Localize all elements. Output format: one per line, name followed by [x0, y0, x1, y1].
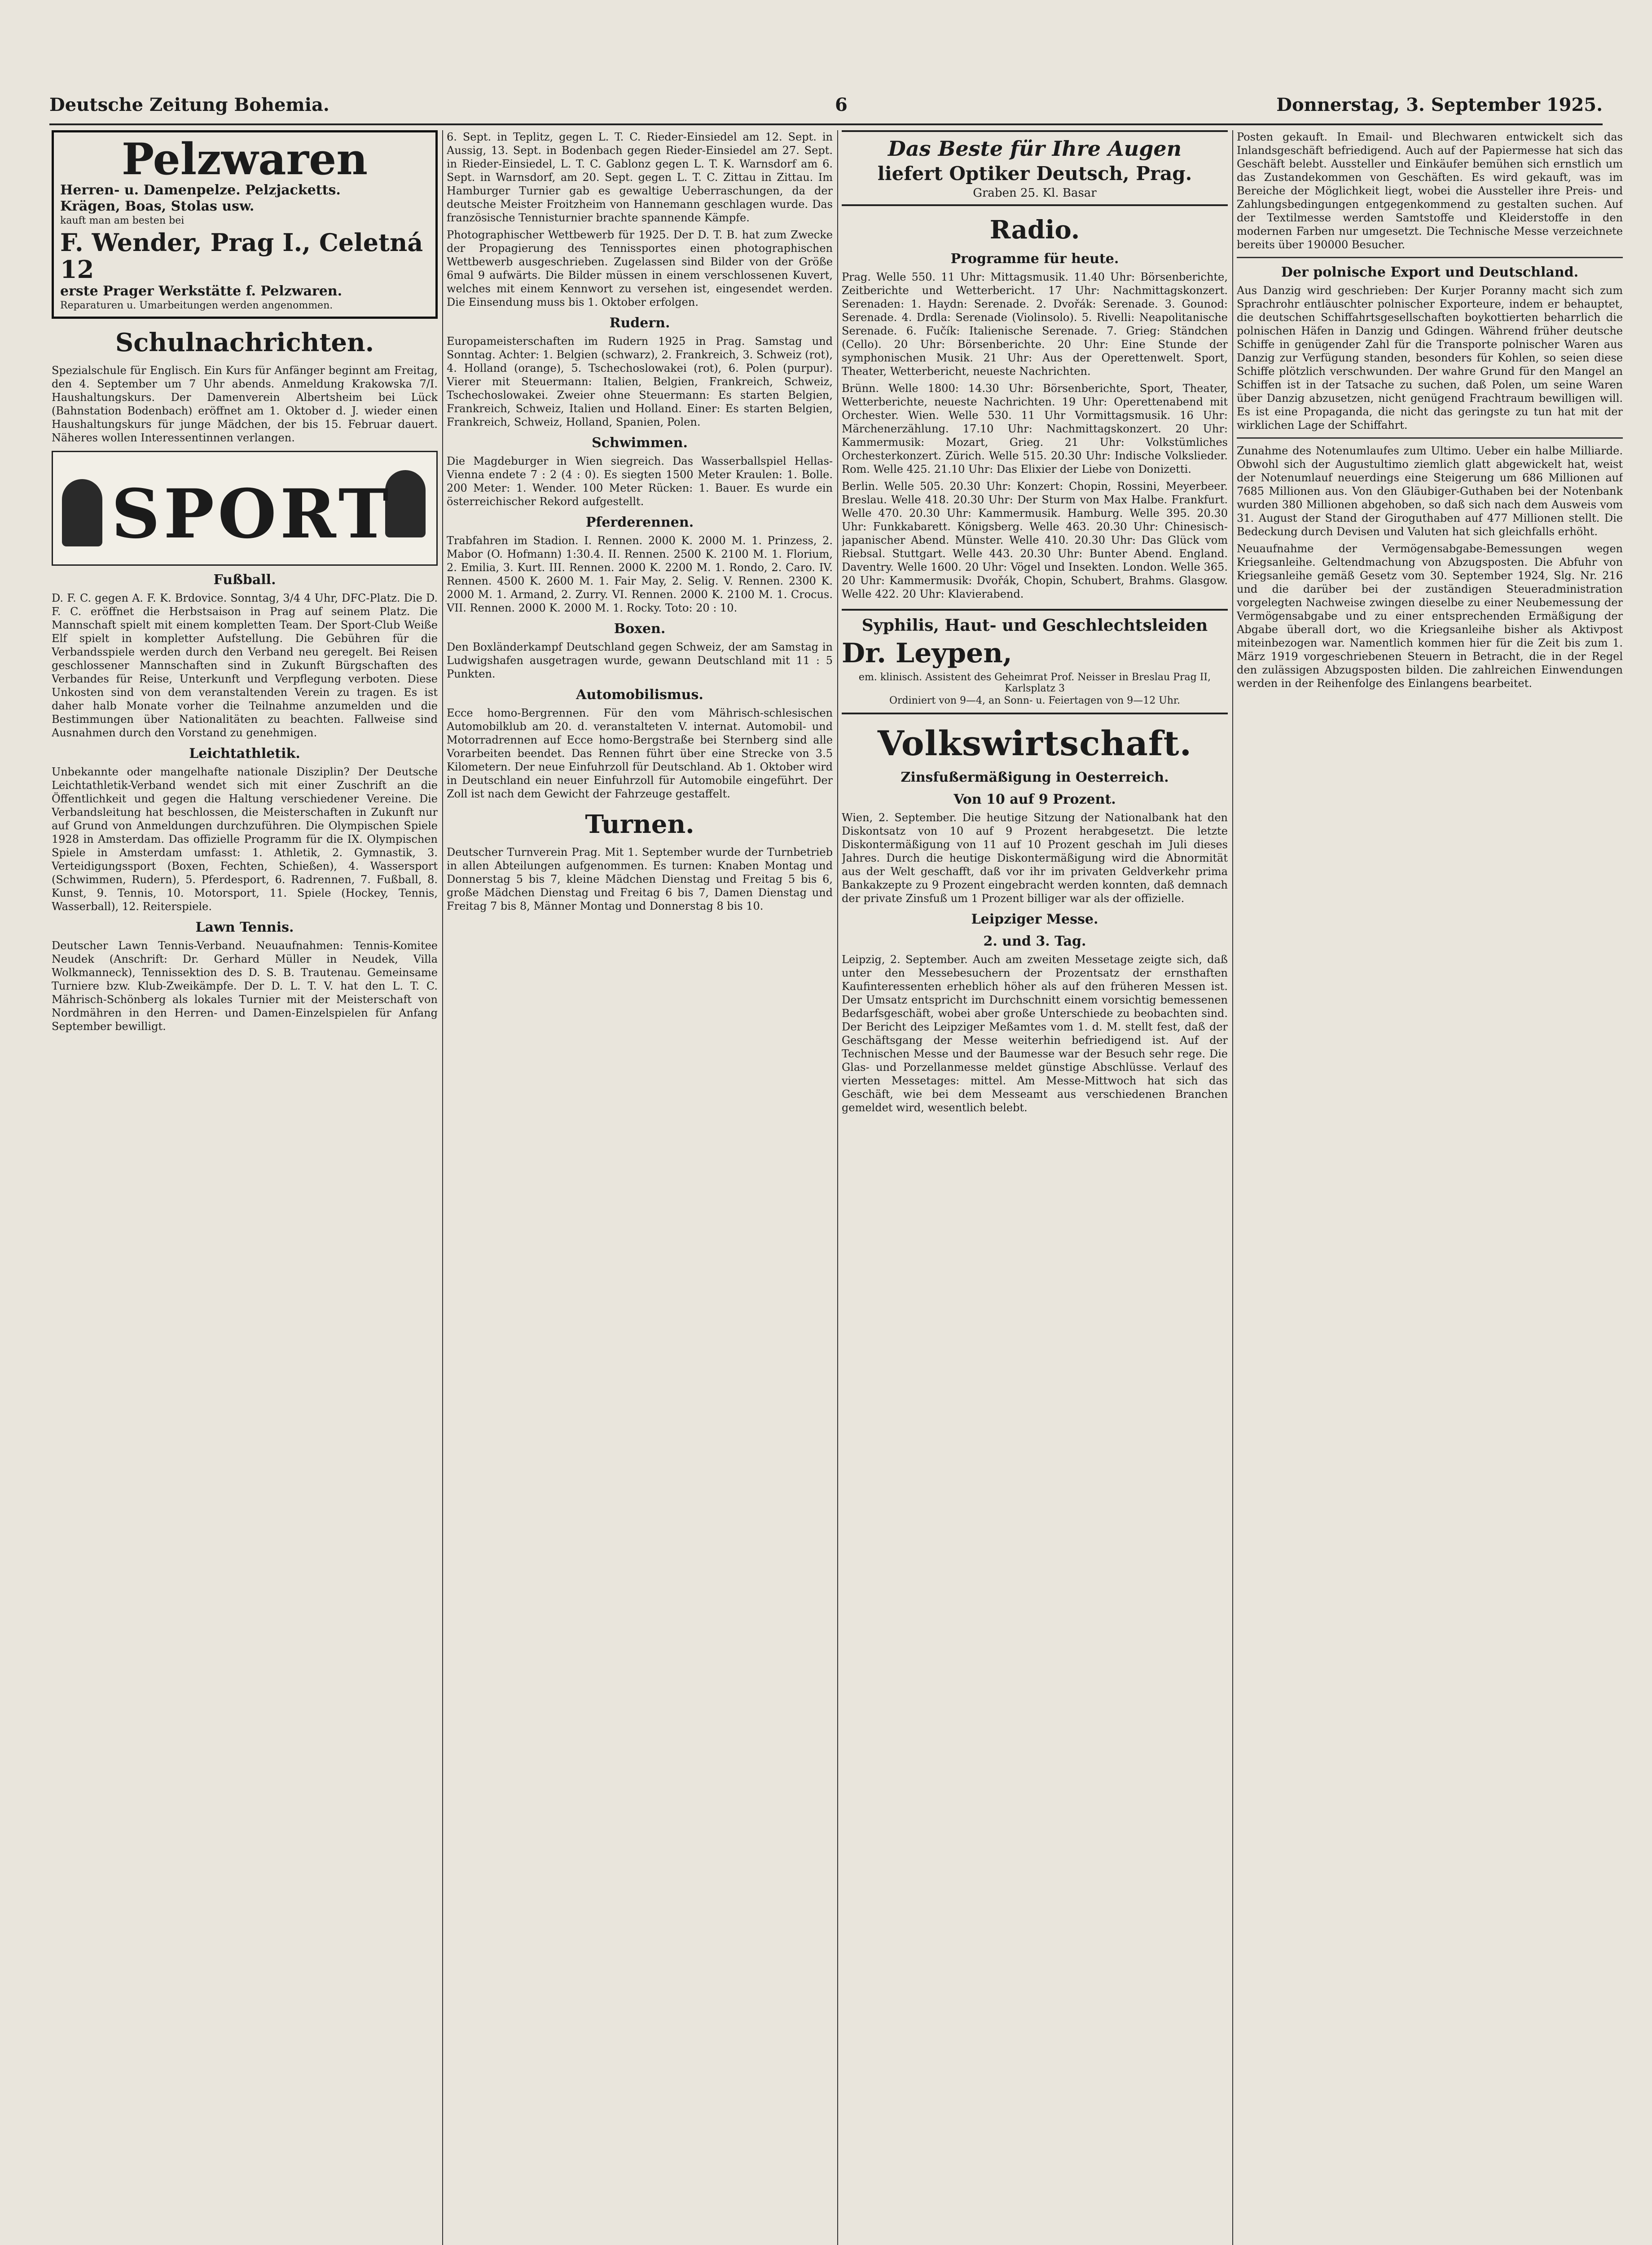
article-text: Spezialschule für Englisch. Ein Kurs für Anfänger beginnt am Freitag, den 4. September um 7 Uhr abends. Anmeldung Krakowska 7/I. Haushaltungskurs. Der Damenverein Albertsheim bei Lück (Bahnstation Bodenbach) eröffnet am 1. Oktober d. J. wieder einen Haushaltungskurs für junge Mädchen, der bis 15. Februar dauert. Näheres wollen Interessentinnen verlangen. [52, 364, 438, 444]
column-2 [447, 130, 833, 2245]
article-text: Photographischer Wettbewerb für 1925. Der D. T. B. hat zum Zwecke der Propagierung des Tennissportes einen photographischen Wettbewerb ausgeschrieben. Zugelassen sind Bilder von der Größe 6mal 9 aufwärts. Die Bilder müssen in einem verschlossenen Kuvert, welches mit einem Kennwort zu versehen ist, eingesendet werden. Die Einsendung muss bis 1. Oktober erfolgen. [447, 229, 833, 308]
column-1 [52, 130, 438, 2245]
section-heading: Pferderennen. [585, 515, 694, 530]
article-text: Trabfahren im Stadion. I. Rennen. 2000 K. 2000 M. 1. Prinzess, 2. Mabor (O. Hofmann) 1:30.4. II. Rennen. 2500 K. 2100 M. 1. Florium, 2. Emilia, 3. Kurt. III. Rennen. 2000 K. 2200 M. 1. Rondo, 2. Caro. IV. Rennen. 4500 K. 2600 M. 1. Fair May, 2. Selig. V. Rennen. 2300 K. 2000 M. 1. Armand, 2. Zurry. VI. Rennen. 2000 K. 2100 M. 1. Crocus. VII. Rennen. 2000 K. 2000 M. 1. Rocky. Toto: 20 : 10. [447, 534, 833, 614]
article-text: Ecce homo-Bergrennen. Für den vom Mährisch-schlesischen Automobilklub am 20. d. veranstalteten V. internat. Automobil- und Motorradrennen auf Ecce homo-Bergstraße bei Sternberg sind alle Vorarbeiten beendet. Das Rennen führt über eine Strecke von 3.5 Kilometern. Der neue Einfuhrzoll für Deutschland. Ab 1. Oktober wird in Deutschland ein neuer Einfuhrzoll für Automobile eingeführt. Der Zoll ist nach dem Gewicht der Fahrzeuge gestaffelt. [447, 707, 833, 800]
section-heading: Turnen. [585, 810, 694, 839]
page-header [49, 92, 1603, 125]
divider [1237, 437, 1623, 439]
article-text: Zunahme des Notenumlaufes zum Ultimo. Ueber ein halbe Milliarde. Obwohl sich der Augustultimo ziemlich glatt abgewickelt hat, weist der Notenumlauf neuerdings eine Steigerung um 686 Millionen auf 7685 Millionen aus. Von den Gläubiger-Guthaben bei der Notenbank wurden 380 Millionen abgehoben, so daß sich nach dem Ausweis vom 31. August der Stand der Giroguthaben auf 477 Millionen stellt. Die Bedeckung durch Devisen und Valuten hat sich gleichfalls erhöht. [1237, 445, 1623, 538]
column-rule [1232, 130, 1233, 2245]
article-text: Brünn. Welle 1800: 14.30 Uhr: Börsenberichte, Sport, Theater, Wetterberichte, neueste Nachrichten. 19 Uhr: Operettenabend mit Orchester. Wien. Welle 530. 11 Uhr Vormittagsmusik. 16 Uhr: Märchenerzählung. 17.10 Uhr: Nachmittagskonzert. 20 Uhr: Kammermusik: Mozart, Grieg. 21 Uhr: Volkstümliches Orchesterkonzert. Zürich. Welle 515. 20.30 Uhr: Indische Volkslieder. Rom. Welle 425. 21.10 Uhr: Das Elixier der Liebe von Donizetti. [842, 382, 1228, 475]
ad-company-name: Dr. Leypen, [842, 638, 1012, 669]
optiker-ad [842, 130, 1228, 206]
ad-line: Krägen, Boas, Stolas usw. [60, 198, 255, 214]
section-heading: Schwimmen. [592, 435, 688, 451]
article-text: Wien, 2. September. Die heutige Sitzung der Nationalbank hat den Diskontsatz von 10 auf 9 Prozent herabgesetzt. Die letzte Diskontermäßigung von 11 auf 10 Prozent geschah im Juli dieses Jahres. Durch die heutige Diskontermäßigung wird die Abnormität aus der Welt geschafft, daß vor ihr im privaten Geldverkehr prima Bankakzepte zu 9 Prozent eingebracht werden konnten, daß demnach der private Zinsfuß um 1 Prozent billiger war als der offizielle. [842, 811, 1228, 905]
section-subheading: Programme für heute. [950, 251, 1119, 267]
pelzwaren-ad [52, 130, 438, 319]
section-heading: Automobilismus. [576, 687, 703, 703]
column-3 [842, 130, 1228, 2245]
article-text: Leipzig, 2. September. Auch am zweiten Messetage zeigte sich, daß unter den Messebesuchern der Prozentsatz der ernsthaften Kaufinteressenten erheblich höher als auf den früheren Messen ist. Der Umsatz entspricht im Durchschnitt einem vorsichtig bemessenen Bedarfsgeschäft, wobei aber große Unterschiede zu beobachten sind. Der Bericht des Leipziger Meßamtes vom 1. d. M. stellt fest, daß der Geschäftsgang der Messe weiterhin befriedigend ist. Auf der Technischen Messe und der Baumesse war der Besuch sehr rege. Die Glas- und Porzellanmesse meldet günstige Abschlüsse. Verlauf des vierten Messetages: mittel. Am Messe-Mittwoch hat sich das Geschäft, wie bei dem Messeamt aus verschiedenen Branchen gemeldet wird, wesentlich belebt. [842, 953, 1228, 1114]
sport-banner [52, 451, 438, 566]
section-heading: Leichtathletik. [189, 746, 300, 762]
divider [1237, 257, 1623, 258]
article-text: Europameisterschaften im Rudern 1925 in Prag. Samstag und Sonntag. Achter: 1. Belgien (schwarz), 2. Frankreich, 3. Schweiz (rot), 4. Holland (orange), 5. Tschechoslowakei (rot), 6. Polen (purpur). Vierer mit Steuermann: Italien, Belgien, Frankreich, Schweiz, Tschechoslowakei. Zweier ohne Steuermann: Es starten Belgien, Frankreich, Schweiz, Italien und Holland. Einer: Es starten Belgien, Frankreich, Schweiz, Holland, Spanien, Polen. [447, 335, 833, 428]
article-subheadline: 2. und 3. Tag. [983, 933, 1086, 949]
ad-company-name: liefert Optiker Deutsch, Prag. [877, 163, 1192, 185]
section-heading: Volkswirtschaft. [877, 723, 1192, 763]
article-text: 6. Sept. in Teplitz, gegen L. T. C. Rieder-Einsiedel am 12. Sept. in Aussig, 13. Sept. in Bodenbach gegen Rieder-Einsiedel am 27. Sept. in Rieder-Einsiedel, L. T. C. Gablonz gegen L. T. K. Warnsdorf am 6. Sept. in Warnsdorf, am 20. Sept. gegen L. T. C. Zittau in Zittau. Im Hamburger Turnier gab es gewaltige Ueberraschungen, da der deutsche Meister Froitzheim von Hannemann geschlagen wurde. Das französische Tennisturnier brachte spannende Kämpfe. [447, 131, 833, 224]
ad-line: erste Prager Werkstätte f. Pelzwaren. [60, 283, 343, 299]
ad-line: kauft man am besten bei [60, 215, 185, 226]
section-heading: Boxen. [614, 621, 666, 637]
article-text: Berlin. Welle 505. 20.30 Uhr: Konzert: Chopin, Rossini, Meyerbeer. Breslau. Welle 418. 20.30 Uhr: Der Sturm von Max Halbe. Frankfurt. Welle 470. 20.30 Uhr: Kammermusik. Hamburg. Welle 395. 20.30 Uhr: Funkkabarett. Königsberg. Welle 463. 20.30 Uhr: Chinesisch-japanischer Abend. Münster. Welle 410. 20.30 Uhr: Das Glück vom Riebsal. Stuttgart. Welle 443. 20.30 Uhr: Bunter Abend. England. Daventry. Welle 1600. 20 Uhr: Vögel und Insekten. London. Welle 365. 20 Uhr: Kammermusik: Dvořák, Chopin, Schubert, Brahms. Glasgow. Welle 422. 20 Uhr: Klavierabend. [842, 480, 1228, 600]
article-text: Unbekannte oder mangelhafte nationale Disziplin? Der Deutsche Leichtathletik-Verband wendet sich mit einer Zuschrift an die Öffentlichkeit und gegen die Haltung verschiedener Vereine. Die Verbandsleitung hat beschlossen, die Meisterschaften in Zukunft nur auf Grund von Anmeldungen durchzuführen. Die Olympischen Spiele 1928 in Amsterdam. Das offizielle Programm für die IX. Olympischen Spiele in Amsterdam umfasst: 1. Athletik, 2. Gymnastik, 3. Verteidigungssport (Boxen, Fechten, Schießen), 4. Wassersport (Schwimmen, Rudern), 5. Pferdesport, 6. Radrennen, 7. Fußball, 8. Kunst, 9. Tennis, 10. Motorsport, 11. Spiele (Hockey, Tennis, Wasserball), 12. Reiterspiele. [52, 766, 438, 913]
ad-line: Ordiniert von 9—4, an Sonn- u. Feiertagen von 9—12 Uhr. [889, 695, 1181, 706]
ad-line: Herren- u. Damenpelze. Pelzjacketts. [60, 182, 341, 198]
article-text: Neuaufnahme der Vermögensabgabe-Bemessungen wegen Kriegsanleihe. Geltendmachung von Abzugsposten. Die Abfuhr von Kriegsanleihe gemäß Gesetz vom 30. September 1924, Slg. Nr. 216 und die darüber bei der zuständigen Steueradministration vorgelegten Nachweise zwingen dieselbe zu einer Neubemessung der Vermögensabgabe und zu einer entsprechenden Ermäßigung der Abgabe überall dort, wo die Kriegsanleihe bisher als Aktivpost miteinbezogen war. Namentlich kommen hier für die Zeit bis zum 1. März 1919 vorgeschriebenen Steuern in Betracht, die in der Regel den zulässigen Abzugsposten bilden. Die zahlreichen Einwendungen werden in der Reihenfolge des Einlangens bearbeitet. [1237, 542, 1623, 690]
article-text: Aus Danzig wird geschrieben: Der Kurjer Poranny macht sich zum Sprachrohr entläuschter polnischer Exporteure, indem er behauptet, die deutschen Schiffahrtsgesellschaften boykottierten beharrlich die polnischen Häfen in Danzig und Gdingen. Während früher deutsche Schiffe in genügender Zahl für die Transporte polnischer Waren aus Danzig zur Verfügung standen, besonders für Kohlen, so seien diese Schiffe plötzlich verschwunden. Der wahre Grund für den Mangel an Schiffen ist in der Tatsache zu suchen, daß Polen, um seine Waren über Danzig abzusetzen, nicht genügend Frachtraum bewilligen will. Es ist eine Propaganda, die nicht das geringste zu tun hat mit der wirklichen Lage der Schiffahrt. [1237, 284, 1623, 431]
ad-line: Reparaturen u. Umarbeitungen werden angenommen. [60, 300, 333, 311]
section-heading: Fußball. [213, 572, 276, 588]
article-subheadline: Von 10 auf 9 Prozent. [953, 792, 1116, 807]
column-rule [442, 130, 443, 2245]
ad-title: Pelzwaren [122, 134, 368, 185]
article-text: Die Magdeburger in Wien siegreich. Das Wasserballspiel Hellas-Vienna endete 7 : 2 (4 : 0). Es siegten 1500 Meter Kraulen: 1. Bolle. 200 Meter: 1. Wender. 100 Meter Rücken: 1. Bauer. Es wurde ein österreichischer Rekord aufgestellt. [447, 455, 833, 508]
page-number: 6 [835, 94, 848, 115]
article-text: Deutscher Lawn Tennis-Verband. Neuaufnahmen: Tennis-Komitee Neudek (Anschrift: Dr. Gerhard Müller in Neudek, Villa Wolkmanneck), Tennissektion des D. S. B. Trautenau. Gemeinsame Turniere bzw. Klub-Zweikämpfe. Der D. L. T. V. hat den L. T. C. Mährisch-Schönberg als lokales Turnier mit der Meisterschaft von Nordmähren in den Herren- und Damen-Einzelspielen für Anfang September bewilligt. [52, 939, 438, 1033]
section-heading: Radio. [989, 215, 1080, 245]
ad-company-name: F. Wender, Prag I., Celetná 12 [60, 228, 423, 284]
article-headline: Leipziger Messe. [971, 911, 1098, 927]
article-text: Posten gekauft. In Email- und Blechwaren entwickelt sich das Inlandsgeschäft befriedigend. Auch auf der Papiermesse hat sich das Geschäft belebt. Aussteller und Einkäufer bemühen sich ernstlich um das Zustandekommen von Geschäften. Es wird gekauft, was im Bereiche der Möglichkeit liegt, wobei die Aussteller ihre Preis- und Zahlungsbedingungen entgegenkommend zu gestalten suchen. Auf der Textilmesse werden Samtstoffe und Kleiderstoffe in den modernen Farben nur umgesetzt. Die Technische Messe verzeichnete bereits über 190000 Besucher. [1237, 131, 1623, 251]
article-headline: Zinsfußermäßigung in Oesterreich. [901, 770, 1169, 785]
article-text: Deutscher Turnverein Prag. Mit 1. September wurde der Turnbetrieb in allen Abteilungen aufgenommen. Es turnen: Knaben Montag und Donnerstag 5 bis 7, kleine Mädchen Dienstag und Freitag 5 bis 6, große Mädchen Dienstag und Freitag 6 bis 7, Damen Dienstag und Freitag 7 bis 8, Männer Montag und Donnerstag 8 bis 10. [447, 846, 833, 912]
ad-line: Syphilis, Haut- und Geschlechtsleiden [861, 616, 1208, 635]
issue-date: Donnerstag, 3. September 1925. [1276, 94, 1603, 115]
athlete-figure-icon [62, 479, 102, 546]
section-heading: Lawn Tennis. [195, 920, 294, 935]
ad-line: Das Beste für Ihre Augen [888, 136, 1182, 161]
section-heading: Rudern. [609, 315, 670, 331]
ad-line: em. klinisch. Assistent des Geheimrat Prof. Neisser in Breslau Prag II, Karlsplatz 3 [858, 672, 1211, 694]
article-text: Den Boxländerkampf Deutschland gegen Schweiz, der am Samstag in Ludwigshafen ausgetragen wurde, gewann Deutschland mit 11 : 5 Punkten. [447, 641, 833, 680]
article-headline: Der polnische Export und Deutschland. [1281, 264, 1579, 280]
article-text: D. F. C. gegen A. F. K. Brdovice. Sonntag, 3/4 4 Uhr, DFC-Platz. Die D. F. C. eröffnet die Herbstsaison in Prag auf seinem Platz. Die Mannschaft spielt mit einem kompletten Team. Der Sport-Club Weiße Elf spielt in kompletter Aufstellung. Die Gebühren für die Verbandsspiele werden durch den Verband neu geregelt. Bei Reisen geschlossener Mannschaften sind in Zukunft Bürgschaften des Verbandes für Reise, Unterkunft und Verpflegung verboten. Diese Unkosten sind von dem veranstaltenden Verein zu tragen. Es ist daher halb Monate vorher die Teilnahme anzumelden und die Bestimmungen über Nationalitäten zu beachten. Fallweise sind Ausnahmen durch den Vorstand zu genehmigen. [52, 592, 438, 739]
column-4 [1237, 130, 1623, 2245]
column-rule [837, 130, 838, 2245]
article-text: Prag. Welle 550. 11 Uhr: Mittagsmusik. 11.40 Uhr: Börsenberichte, Zeitberichte und Wetterbericht. 17 Uhr: Nachmittagskonzert. Serenaden: 1. Haydn: Serenade. 2. Dvořák: Serenade. 3. Gounod: Serenade. 4. Drdla: Serenade (Violinsolo). 5. Rivelli: Neapolitanische Serenade. 6. Fučík: Italienische Serenade. 7. Grieg: Ständchen (Cello). 20 Uhr: Börsenberichte. 20 Uhr: Eine Stunde der symphonischen Musik. 21 Uhr: Aus der Operettenwelt. Sport, Theater, Wetterbericht, neueste Nachrichten. [842, 271, 1228, 378]
masthead-title: Deutsche Zeitung Bohemia. [49, 94, 330, 115]
ad-line: Graben 25. Kl. Basar [973, 186, 1097, 200]
leypen-ad [842, 609, 1228, 714]
section-heading: Schulnachrichten. [115, 328, 374, 357]
sport-banner-text: SPORT [111, 475, 392, 554]
